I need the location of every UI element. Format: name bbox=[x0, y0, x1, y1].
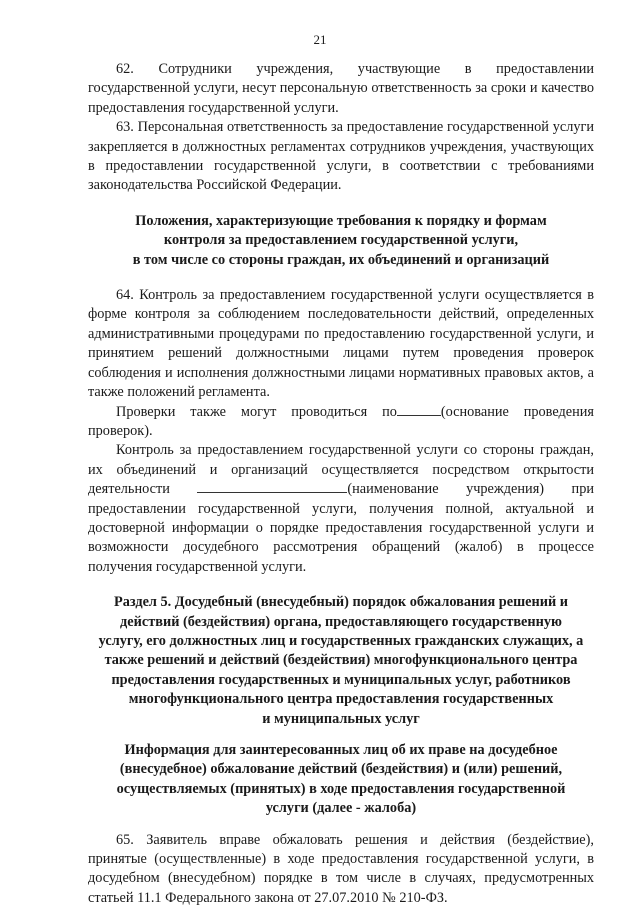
blank-line bbox=[197, 480, 347, 493]
checks-text-after: (основание проведения проверок). bbox=[88, 403, 594, 439]
heading-section-5-line: Раздел 5. Досудебный (внесудебный) порядок обжалования решений и bbox=[113, 594, 569, 611]
checks-text-before: Проверки также могут проводиться по bbox=[116, 403, 397, 420]
heading-section-5 bbox=[88, 593, 594, 729]
heading-info-line: услуги (далее - жалоба) bbox=[265, 800, 417, 817]
heading-section-5-line: и муниципальных услуг bbox=[262, 710, 420, 727]
heading-control-line: в том числе со стороны граждан, их объединений и организаций bbox=[132, 251, 550, 268]
document-body bbox=[88, 60, 594, 908]
paragraph-checks bbox=[88, 403, 594, 442]
heading-info-line: (внесудебное) обжалование действий (бездействия) и (или) решений, bbox=[119, 761, 563, 778]
paragraph-citizens-control bbox=[88, 441, 594, 577]
heading-control-line: контроля за предоставлением государственной услуги, bbox=[163, 232, 519, 249]
paragraph-62: 62. Сотрудники учреждения, участвующие в предоставлении государственной услуги, несут персональную ответственность за сроки и качество предоставления государственной услуги. bbox=[88, 61, 594, 116]
heading-control-line: Положения, характеризующие требования к порядку и формам bbox=[135, 212, 547, 229]
blank-line bbox=[397, 403, 441, 416]
heading-section-5-line: услугу, его должностных лиц и государственных гражданских служащих, а bbox=[98, 632, 584, 649]
citizens-text-before: Контроль за предоставлением государственной услуги со стороны граждан, их объединений и организаций осуществляется посредством открытости деятельности bbox=[88, 442, 594, 498]
heading-section-5-line: действий (бездействия) органа, предоставляющего государственную bbox=[120, 613, 562, 630]
paragraph-63: 63. Персональная ответственность за предоставление государственной услуги закрепляется в должностных регламентах сотрудников учреждения, участвующих в предоставлении государственной услуги, в соответствии с требованиями законодательства Российской Федерации. bbox=[88, 119, 594, 194]
heading-section-5-line: многофункционального центра предоставления государственных bbox=[128, 691, 554, 708]
heading-info-line: осуществляемых (принятых) в ходе предоставления государственной bbox=[116, 780, 566, 797]
heading-section-5-line: предоставления государственных и муниципальных услуг, работников bbox=[111, 671, 571, 688]
citizens-text-after: (наименование учреждения) при предоставлении государственной услуги, получения полной, актуальной и достоверной информации о порядке предоставления государственной услуги и возможности досудебного рассмотрения обращений (жалоб) в процессе получения государственной услуги. bbox=[88, 481, 595, 575]
heading-section-5-line: также решений и действий (бездействия) многофункционального центра bbox=[104, 652, 578, 669]
heading-info bbox=[88, 741, 594, 819]
heading-control bbox=[88, 212, 594, 270]
heading-info-line: Информация для заинтересованных лиц об их праве на досудебное bbox=[124, 742, 558, 758]
paragraph-65: 65. Заявитель вправе обжаловать решения и действия (бездействие), принятые (осуществленные) в ходе предоставления государственной услуги, в досудебном (внесудебном) порядке в том числе в случаях, предусмотренных статьей 11.1 Федерального закона от 27.07.2010 № 210-ФЗ. bbox=[88, 831, 594, 906]
paragraph-64: 64. Контроль за предоставлением государственной услуги осуществляется в форме контроля за соблюдением последовательности действий, определенных административными процедурами по предоставлению государственной услуги, и принятием решений должностными лицами путем проведения проверок соблюдения и исполнения должностными лицами нормативных правовых актов, а также положений регламента. bbox=[88, 287, 594, 401]
page-number: 21 bbox=[313, 32, 327, 47]
